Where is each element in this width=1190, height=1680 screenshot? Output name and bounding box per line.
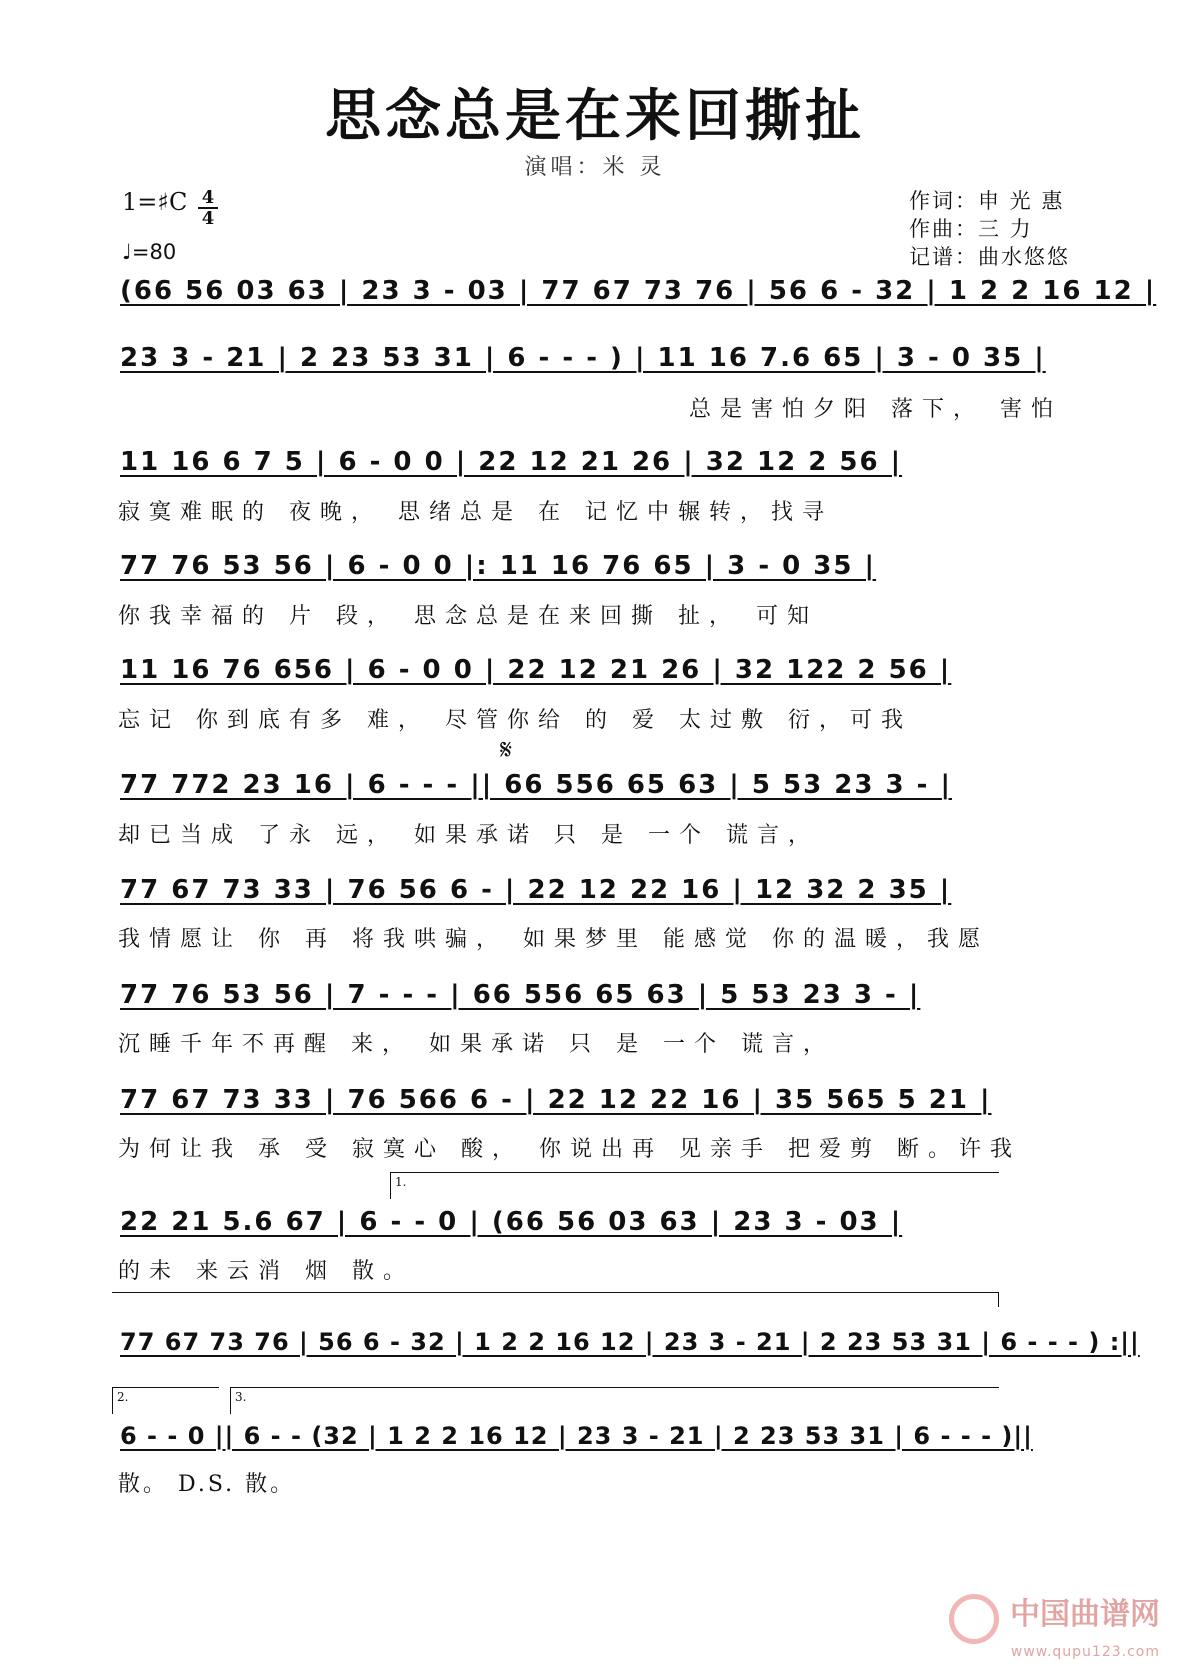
lyrics-line-6: 却已当成 了永 远， 如果承诺 只 是 一个 谎言， (118, 823, 819, 848)
score-system-2: 23 3 - 21 | 2 23 53 31 | 6 - - - ) | 11 16 7.6 65 | 3 - 0 35 | (120, 343, 1046, 373)
score-system-10: 22 21 5.6 67 | 6 - - 0 | (66 56 03 63 | 23 3 - 03 | (120, 1207, 903, 1237)
score-system-11: 77 67 73 76 | 56 6 - 32 | 1 2 2 16 12 | 23 3 - 21 | 2 23 53 31 | 6 - - - ) :|| (120, 1328, 1140, 1356)
segno-mark: 𝄋 (500, 733, 513, 766)
lyrics-line-5: 忘记 你到底有多 难， 尽管你给 的 爱 太过敷 衍，可我 (118, 708, 912, 733)
lyrics-line-4: 你我幸福的 片 段， 思念总是在来回撕 扯， 可知 (118, 604, 818, 629)
score-system-6: 77 772 23 16 | 6 - - - || 66 556 65 63 | 5 53 23 3 - | (120, 770, 952, 800)
volta-1-label: 1. (395, 1175, 407, 1189)
volta-3-bracket (230, 1387, 999, 1414)
volta-1-continuation (112, 1292, 999, 1307)
lyrics-line-9: 为何让我 承 受 寂寞心 酸， 你说出再 见亲手 把爱剪 断。许我 (118, 1137, 1021, 1162)
key-signature: 1=♯C (122, 188, 188, 216)
lyrics-line-8: 沉睡千年不再醒 来， 如果承诺 只 是 一个 谎言， (118, 1032, 834, 1057)
watermark-logo-icon (949, 1594, 999, 1644)
time-signature (198, 188, 218, 228)
lyrics-line-12: 散。 D.S. 散。 (118, 1472, 296, 1497)
score-system-5: 11 16 76 656 | 6 - 0 0 | 22 12 21 26 | 32 122 2 56 | (120, 655, 952, 685)
score-system-12: 6 - - 0 || 6 - - (32 | 1 2 2 16 12 | 23 3 - 21 | 2 23 53 31 | 6 - - - )|| (120, 1422, 1033, 1450)
credits (909, 187, 1070, 271)
lyrics-line-3: 寂寞难眠的 夜晚， 思绪总是 在 记忆中辗转，找寻 (118, 500, 833, 525)
page-title: 思念总是在来回撕扯 (325, 83, 865, 149)
score-system-1: (66 56 03 63 | 23 3 - 03 | 77 67 73 76 | 56 6 - 32 | 1 2 2 16 12 | (120, 276, 1157, 306)
transcriber: 记谱：曲水悠悠 (909, 245, 1070, 269)
score-system-9: 77 67 73 33 | 76 566 6 - | 22 12 22 16 | 35 565 5 21 | (120, 1085, 992, 1115)
score-system-4: 77 76 53 56 | 6 - 0 0 |: 11 16 76 65 | 3 - 0 35 | (120, 551, 877, 581)
score-system-7: 77 67 73 33 | 76 56 6 - | 22 12 22 16 | 12 32 2 35 | (120, 875, 952, 905)
watermark-url: www.qupu123.com (1010, 1644, 1160, 1660)
score-system-3: 11 16 6 7 5 | 6 - 0 0 | 22 12 21 26 | 32 12 2 56 | (120, 447, 903, 477)
lyrics-line-2: 总是害怕夕阳 落下， 害怕 (689, 397, 1062, 422)
watermark (949, 1589, 1160, 1661)
composer: 作曲：三 力 (909, 217, 1033, 241)
lyrics-line-10: 的未 来云消 烟 散。 (118, 1259, 414, 1284)
time-bottom: 4 (198, 207, 218, 228)
volta-1-bracket (390, 1172, 999, 1199)
volta-3-label: 3. (235, 1390, 247, 1404)
lyrics-line-7: 我情愿让 你 再 将我哄骗， 如果梦里 能感觉 你的温暖，我愿 (118, 927, 989, 952)
singer: 演唱：米 灵 (524, 155, 666, 180)
lyricist: 作词：申 光 惠 (909, 189, 1065, 213)
volta-2-bracket (112, 1387, 219, 1414)
volta-2-label: 2. (117, 1390, 129, 1404)
watermark-name: 中国曲谱网 (1010, 1596, 1160, 1632)
tempo-marking: ♩=80 (122, 240, 177, 264)
score-system-8: 77 76 53 56 | 7 - - - | 66 556 65 63 | 5 53 23 3 - | (120, 980, 921, 1010)
time-top: 4 (201, 187, 215, 208)
